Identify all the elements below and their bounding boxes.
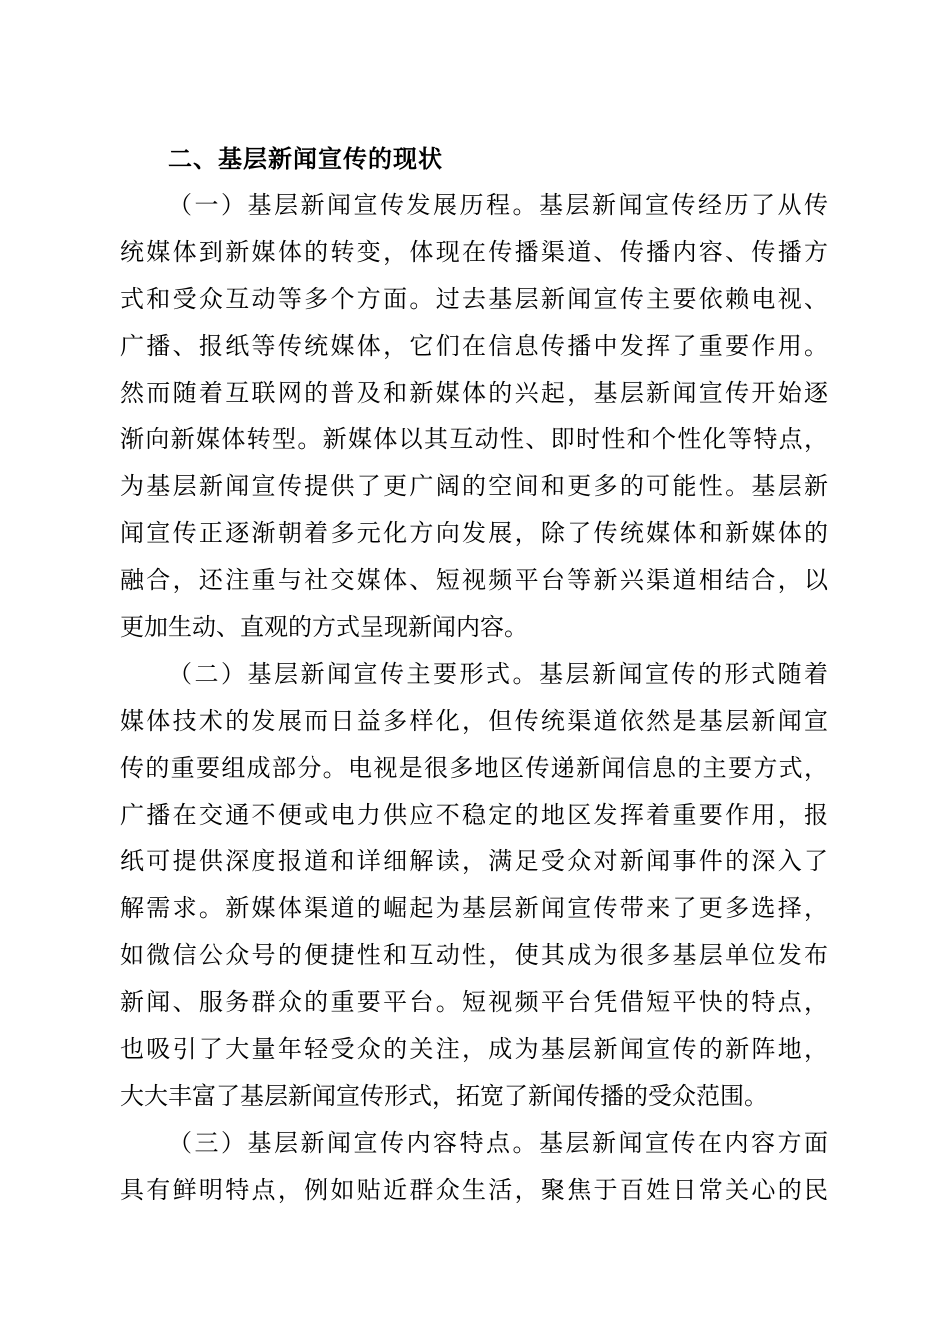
section-heading: 二、基层新闻宣传的现状 [168, 145, 443, 173]
text-line: 具有鲜明特点，例如贴近群众生活，聚焦于百姓日常关心的民 [120, 1175, 828, 1204]
text-line: 解需求。新媒体渠道的崛起为基层新闻宣传带来了更多选择， [120, 894, 828, 923]
text-line: 然而随着互联网的普及和新媒体的兴起，基层新闻宣传开始逐 [120, 378, 828, 407]
text-line: 如微信公众号的便捷性和互动性，使其成为很多基层单位发布 [120, 941, 828, 970]
page-content [120, 136, 828, 1214]
text-line: 传的重要组成部分。电视是很多地区传递新闻信息的主要方式， [120, 753, 828, 782]
text-line: 纸可提供深度报道和详细解读，满足受众对新闻事件的深入了 [120, 847, 828, 876]
text-line: 也吸引了大量年轻受众的关注，成为基层新闻宣传的新阵地， [120, 1035, 828, 1064]
paragraph-history [120, 182, 828, 651]
paragraph-forms [120, 651, 828, 1120]
paragraph-content-features [120, 1120, 828, 1214]
text-line: 广播在交通不便或电力供应不稳定的地区发挥着重要作用，报 [120, 800, 828, 829]
text-line: 渐向新媒体转型。新媒体以其互动性、即时性和个性化等特点， [120, 425, 828, 454]
text-line: 统媒体到新媒体的转变，体现在传播渠道、传播内容、传播方 [120, 237, 828, 266]
text-line: （二）基层新闻宣传主要形式。基层新闻宣传的形式随着 [168, 659, 828, 688]
text-line: （一）基层新闻宣传发展历程。基层新闻宣传经历了从传 [168, 191, 828, 219]
text-line: 为基层新闻宣传提供了更广阔的空间和更多的可能性。基层新 [120, 472, 828, 501]
text-line: 广播、报纸等传统媒体，它们在信息传播中发挥了重要作用。 [120, 331, 828, 360]
text-line: （三）基层新闻宣传内容特点。基层新闻宣传在内容方面 [168, 1128, 828, 1157]
text-line: 更加生动、直观的方式呈现新闻内容。 [120, 613, 528, 642]
text-line: 媒体技术的发展而日益多样化，但传统渠道依然是基层新闻宣 [120, 706, 828, 735]
text-line: 闻宣传正逐渐朝着多元化方向发展，除了传统媒体和新媒体的 [120, 519, 828, 548]
text-line: 式和受众互动等多个方面。过去基层新闻宣传主要依赖电视、 [120, 284, 828, 313]
text-line: 融合，还注重与社交媒体、短视频平台等新兴渠道相结合，以 [120, 566, 828, 595]
text-line: 新闻、服务群众的重要平台。短视频平台凭借短平快的特点， [120, 988, 828, 1017]
text-line: 大大丰富了基层新闻宣传形式，拓宽了新闻传播的受众范围。 [120, 1081, 768, 1110]
